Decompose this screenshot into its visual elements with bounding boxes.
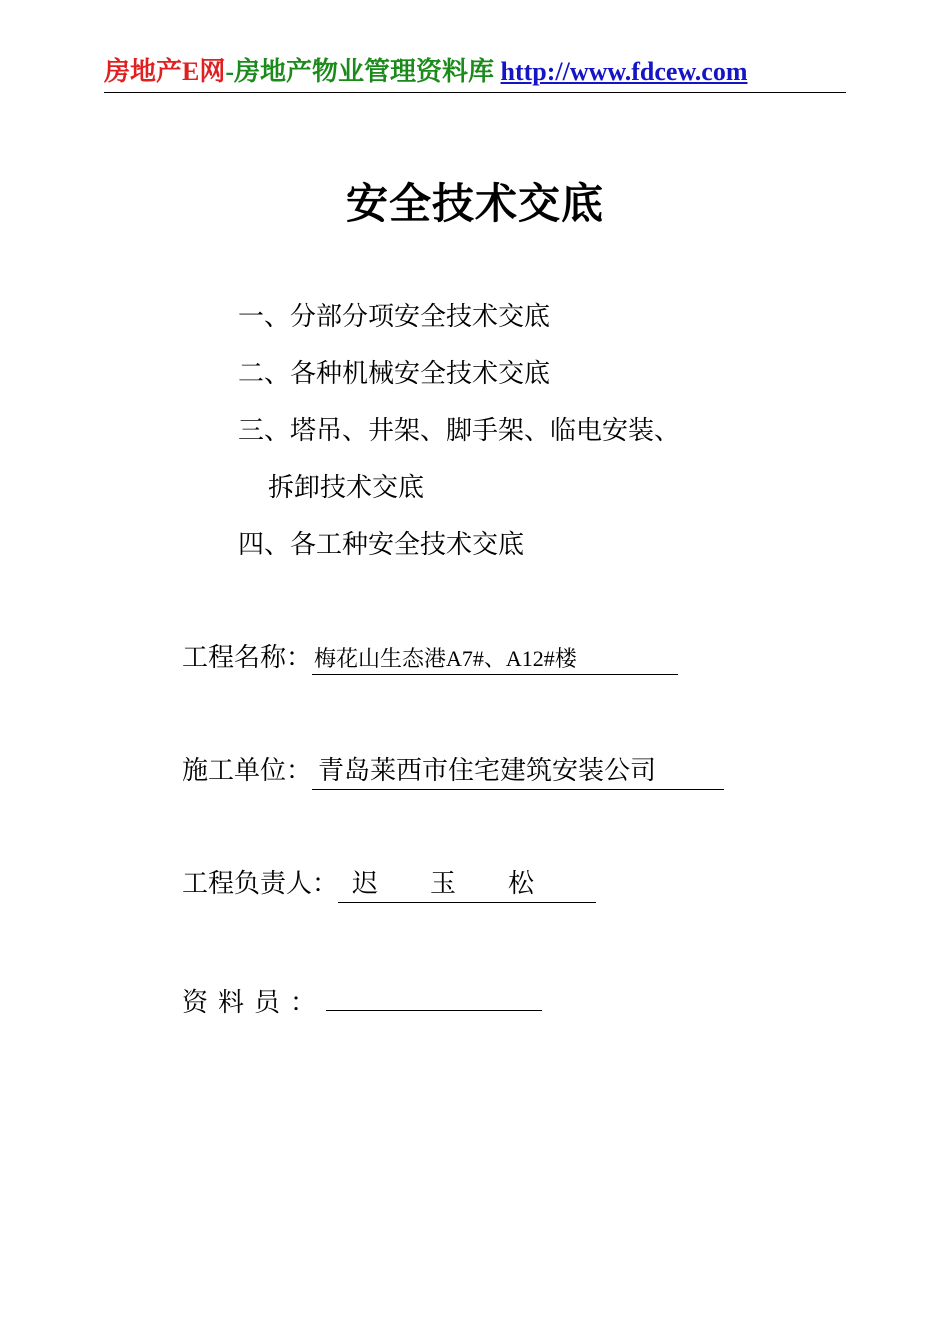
project-manager-field: [182, 866, 596, 903]
clerk-value-blank: [326, 980, 542, 1011]
document-title: 安全技术交底: [345, 179, 604, 228]
toc-item-3-continued: 拆卸技术交底: [268, 473, 425, 503]
project-manager-label: 工程负责人：: [182, 869, 339, 899]
manager-name-char-2: 玉: [430, 869, 457, 899]
project-name-label: 工程名称：: [182, 643, 313, 673]
project-manager-value: [338, 866, 596, 903]
toc-item-2: 二、各种机械安全技术交底: [238, 359, 551, 389]
header-library-name: 房地产物业管理资料库: [234, 57, 495, 86]
toc-item-3: 三、塔吊、井架、脚手架、临电安装、: [238, 416, 681, 446]
project-name-field: [182, 640, 678, 676]
header-brand: 房地产E网: [104, 57, 226, 86]
clerk-field: [182, 980, 542, 1021]
manager-name-char-1: 迟: [352, 869, 379, 899]
toc-item-4: 四、各工种安全技术交底: [238, 530, 525, 560]
manager-name-char-3: 松: [508, 869, 535, 899]
header-url-link[interactable]: http://www.fdcew.com: [500, 57, 748, 86]
toc-item-1: 一、分部分项安全技术交底: [238, 302, 551, 332]
clerk-label: 资料员：: [182, 988, 327, 1018]
construction-unit-value: 青岛莱西市住宅建筑安装公司: [312, 753, 724, 790]
construction-unit-field: [182, 753, 724, 790]
header-dash: -: [225, 57, 235, 86]
construction-unit-label: 施工单位：: [182, 756, 313, 786]
project-name-value: 梅花山生态港A7#、A12#楼: [312, 644, 678, 675]
site-header: [104, 54, 846, 93]
